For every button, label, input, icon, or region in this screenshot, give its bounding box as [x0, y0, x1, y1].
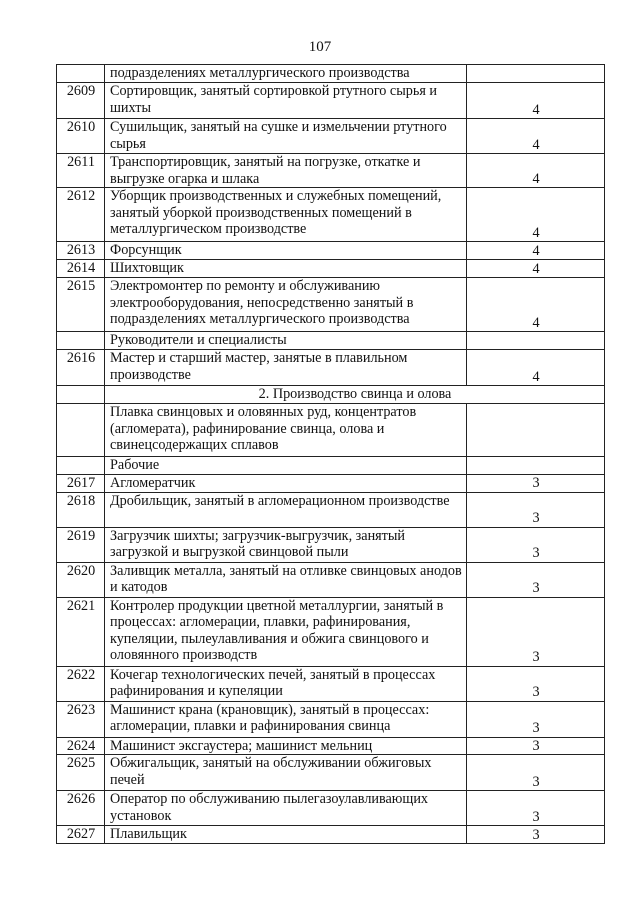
table-row: [57, 119, 605, 154]
occupation-cell: подразделениях металлургического производства: [105, 65, 467, 83]
occupation-cell: Рабочие: [105, 457, 467, 475]
occupation-cell: Электромонтер по ремонту и обслуживанию электрооборудования, непосредственно занятый в подразделениях металлургического производства: [105, 278, 467, 332]
occupation-cell: Сушильщик, занятый на сушке и измельчении ртутного сырья: [105, 119, 467, 154]
code-cell: [57, 332, 105, 350]
table-row: [57, 260, 605, 278]
value-cell: 4: [467, 350, 605, 386]
occupation-cell: Шихтовщик: [105, 260, 467, 278]
code-cell: 2622: [57, 666, 105, 701]
value-cell: 3: [467, 475, 605, 493]
code-cell: 2616: [57, 350, 105, 386]
table-row: [57, 562, 605, 597]
code-cell: 2612: [57, 188, 105, 242]
table-row: [57, 475, 605, 493]
occupation-cell: Уборщик производственных и служебных помещений, занятый уборкой производственных помещений в металлургическом производстве: [105, 188, 467, 242]
value-cell: 3: [467, 701, 605, 737]
occupation-cell: Транспортировщик, занятый на погрузке, откатке и выгрузке огарка и шлака: [105, 154, 467, 188]
table-row: [57, 154, 605, 188]
value-cell: 4: [467, 278, 605, 332]
table-row: [57, 597, 605, 666]
occupation-cell: Обжигальщик, занятый на обслуживании обжиговых печей: [105, 755, 467, 791]
occupation-cell: Машинист крана (крановщик), занятый в процессах: агломерации, плавки и рафинирования свинца: [105, 701, 467, 737]
value-cell: 3: [467, 737, 605, 755]
occupation-cell: Агломератчик: [105, 475, 467, 493]
table-row: [57, 242, 605, 260]
code-cell: [57, 65, 105, 83]
code-cell: 2623: [57, 701, 105, 737]
value-cell: 4: [467, 188, 605, 242]
value-cell: 3: [467, 492, 605, 527]
occupation-cell: Оператор по обслуживанию пылегазоулавливающих установок: [105, 791, 467, 826]
table-row: [57, 701, 605, 737]
value-cell: 3: [467, 527, 605, 562]
occupation-cell: Кочегар технологических печей, занятый в процессах рафинирования и купеляции: [105, 666, 467, 701]
value-cell: 3: [467, 666, 605, 701]
table-row: [57, 404, 605, 457]
code-cell: 2624: [57, 737, 105, 755]
code-cell: [57, 404, 105, 457]
value-cell: 4: [467, 260, 605, 278]
value-cell: 3: [467, 826, 605, 844]
occupation-cell: Дробильщик, занятый в агломерационном производстве: [105, 492, 467, 527]
code-cell: 2620: [57, 562, 105, 597]
table-row: [57, 457, 605, 475]
occupation-table: [56, 64, 605, 844]
code-cell: 2613: [57, 242, 105, 260]
code-cell: 2611: [57, 154, 105, 188]
page-number: 107: [308, 39, 332, 55]
code-cell: 2617: [57, 475, 105, 493]
code-cell: 2610: [57, 119, 105, 154]
code-cell: [57, 457, 105, 475]
value-cell: [467, 404, 605, 457]
table-row: [57, 755, 605, 791]
code-cell: 2626: [57, 791, 105, 826]
table-row: [57, 332, 605, 350]
occupation-cell: Руководители и специалисты: [105, 332, 467, 350]
code-cell: 2615: [57, 278, 105, 332]
table-row: [57, 492, 605, 527]
occupation-cell: Заливщик металла, занятый на отливке свинцовых анодов и катодов: [105, 562, 467, 597]
table-row: [57, 666, 605, 701]
value-cell: 3: [467, 755, 605, 791]
occupation-cell: Загрузчик шихты; загрузчик-выгрузчик, занятый загрузкой и выгрузкой свинцовой пыли: [105, 527, 467, 562]
code-cell: 2619: [57, 527, 105, 562]
occupation-cell: Форсунщик: [105, 242, 467, 260]
occupation-cell: Машинист эксгаустера; машинист мельниц: [105, 737, 467, 755]
occupation-cell: Плавка свинцовых и оловянных руд, концентратов (агломерата), рафинирование свинца, олова и свинецсодержащих сплавов: [105, 404, 467, 457]
value-cell: 4: [467, 242, 605, 260]
value-cell: 4: [467, 154, 605, 188]
code-cell: 2627: [57, 826, 105, 844]
table-row: [57, 737, 605, 755]
code-cell: 2614: [57, 260, 105, 278]
table-row: [57, 188, 605, 242]
occupation-cell: Мастер и старший мастер, занятые в плавильном производстве: [105, 350, 467, 386]
code-cell: 2618: [57, 492, 105, 527]
value-cell: 3: [467, 562, 605, 597]
value-cell: [467, 332, 605, 350]
code-cell: [57, 386, 105, 404]
table-row: [57, 527, 605, 562]
code-cell: 2609: [57, 83, 105, 119]
code-cell: 2625: [57, 755, 105, 791]
value-cell: [467, 65, 605, 83]
value-cell: 4: [467, 83, 605, 119]
table-row: [57, 83, 605, 119]
table-body: [57, 65, 605, 844]
value-cell: 3: [467, 597, 605, 666]
value-cell: 3: [467, 791, 605, 826]
value-cell: [467, 457, 605, 475]
occupation-cell: Сортировщик, занятый сортировкой ртутного сырья и шихты: [105, 83, 467, 119]
section-title: 2. Производство свинца и олова: [105, 386, 605, 404]
table-row: [57, 826, 605, 844]
occupation-cell: Плавильщик: [105, 826, 467, 844]
table-row: [57, 65, 605, 83]
occupation-cell: Контролер продукции цветной металлургии, занятый в процессах: агломерации, плавки, рафинирования, купеляции, пылеулавливания и обжига свинцового и оловянного производств: [105, 597, 467, 666]
table-row: [57, 278, 605, 332]
table-row: [57, 350, 605, 386]
value-cell: 4: [467, 119, 605, 154]
table-row: [57, 791, 605, 826]
code-cell: 2621: [57, 597, 105, 666]
section-header-row: [57, 386, 605, 404]
